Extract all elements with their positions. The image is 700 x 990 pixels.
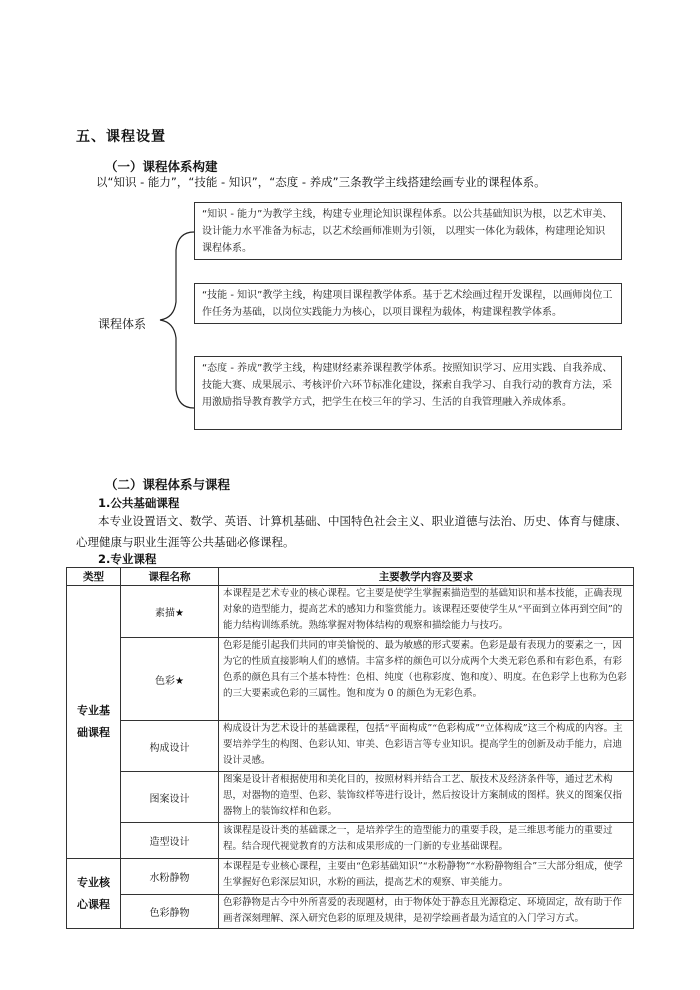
header-course-name: 课程名称 bbox=[121, 568, 219, 586]
table-row bbox=[67, 859, 634, 895]
course-type-cell: 专业核心课程 bbox=[67, 859, 121, 929]
intro-paragraph: 以“知识 - 能力”，“技能 - 知识”，“态度 - 养成”三条教学主线搭建绘画专业的课程体系。 bbox=[96, 175, 546, 189]
course-name-cell: 色彩★ bbox=[121, 638, 219, 721]
course-desc-cell: 色彩是能引起我们共同的审美愉悦的、最为敏感的形式要素。色彩是最有表现力的要素之一，因为它的性质直接影响人们的感情。丰富多样的颜色可以分成两个大类无彩色系和有彩色系，有彩色系的颜色具有三个基本特性：色相、纯度（也称彩度、饱和度）、明度。在色彩学上也称为色彩的三大要素或色彩的三属性。饱和度为 0 的颜色为无彩色系。 bbox=[219, 638, 634, 721]
course-name-cell: 色彩静物 bbox=[121, 895, 219, 929]
course-desc-text: 色彩静物是古今中外所喜爱的表现题材，由于物体处于静态且光源稳定、环境固定，故有助于作画者深刻理解、深入研究色彩的原理及规律，是初学绘画者最为适宜的入门学习方式。 bbox=[223, 897, 623, 924]
course-desc-cell: 构成设计为艺术设计的基础课程，包括“平面构成”“色彩构成”“立体构成”这三个构成的内容。主要培养学生的构图、色彩认知、审美、色彩语言等专业知识。提高学生的创新及动手能力，启迪设计灵感。 bbox=[219, 721, 634, 772]
header-type: 类型 bbox=[67, 568, 121, 586]
section-title: 五、课程设置 bbox=[76, 129, 166, 145]
course-type-cell: 专业基础课程 bbox=[67, 586, 121, 859]
table-row bbox=[67, 586, 634, 638]
course-desc-cell: 图案是设计者根据使用和美化目的，按照材料并结合工艺、版技术及经济条件等，通过艺术构思，对器物的造型、色彩、装饰纹样等进行设计，然后按设计方案制成的图样。狭义的图案仅指器物上的装饰纹样和色彩。 bbox=[219, 772, 634, 823]
table-row bbox=[67, 895, 634, 929]
table-row bbox=[67, 721, 634, 772]
diagram-label: 课程体系 bbox=[98, 317, 147, 331]
table-row bbox=[67, 772, 634, 823]
course-desc-cell bbox=[219, 895, 634, 929]
subsection-title-1: （一）课程体系构建 bbox=[105, 159, 218, 174]
table-header-row bbox=[67, 568, 634, 586]
subsection-title-2: （二）课程体系与课程 bbox=[105, 477, 231, 492]
public-courses-title: 1.公共基础课程 bbox=[98, 496, 180, 510]
table-row bbox=[67, 823, 634, 859]
public-courses-text: 本专业设置语文、数学、英语、计算机基础、中国特色社会主义、职业道德与法治、历史、体育与健康、心理健康与职业生涯等公共基础必修课程。 bbox=[76, 514, 627, 549]
course-name-cell: 素描★ bbox=[121, 586, 219, 638]
course-name-cell: 造型设计 bbox=[121, 823, 219, 859]
diagram-box-knowledge-ability: “知识 - 能力”为教学主线，构建专业理论知识课程体系。以公共基础知识为根，以艺术审美、设计能力水平准备为标志，以艺术绘画师准则为引领， 以理实一体化为载体，构建理论知识课程体系。 bbox=[194, 202, 622, 260]
course-desc-cell: 该课程是设计类的基础课之一，是培养学生的造型能力的重要手段，是三维思考能力的重要过程。结合现代视觉教育的方法和成果形成的一门新的专业基础课程。 bbox=[219, 823, 634, 859]
major-courses-title: 2.专业课程 bbox=[98, 552, 157, 566]
diagram-box-attitude-cultivation: “态度 - 养成”教学主线，构建财经素养课程教学体系。按照知识学习、应用实践、自我养成、技能大赛、成果展示、考核评价六环节标准化建设，探索自我学习、自我行动的教育方法，采用激励指导教育教学方式，把学生在校三年的学习、生活的自我管理融入养成体系。 bbox=[194, 356, 622, 430]
course-table bbox=[66, 567, 634, 929]
course-name-cell: 图案设计 bbox=[121, 772, 219, 823]
diagram-box-skill-knowledge: “技能 - 知识”教学主线，构建项目课程教学体系。基于艺术绘画过程开发课程，以画师岗位工作任务为基础，以岗位实践能力为核心，以项目课程为载体，构建课程教学体系。 bbox=[194, 283, 622, 324]
header-content: 主要教学内容及要求 bbox=[219, 568, 634, 586]
course-desc-cell: 本课程是艺术专业的核心课程。它主要是使学生掌握素描造型的基础知识和基本技能，正确表现对象的造型能力，提高艺术的感知力和鉴赏能力。该课程还要使学生从“平面到立体再到空间”的能力结构训练系统。熟练掌握对物体结构的观察和描绘能力与技巧。 bbox=[219, 586, 634, 638]
table-row bbox=[67, 638, 634, 721]
course-desc-cell: 本课程是专业核心课程，主要由“色彩基础知识”“水粉静物”“水粉静物组合”三大部分组成，使学生掌握好色彩深层知识，水粉的画法，提高艺术的观察、审美能力。 bbox=[219, 859, 634, 895]
course-name-cell: 水粉静物 bbox=[121, 859, 219, 895]
course-name-cell: 构成设计 bbox=[121, 721, 219, 772]
